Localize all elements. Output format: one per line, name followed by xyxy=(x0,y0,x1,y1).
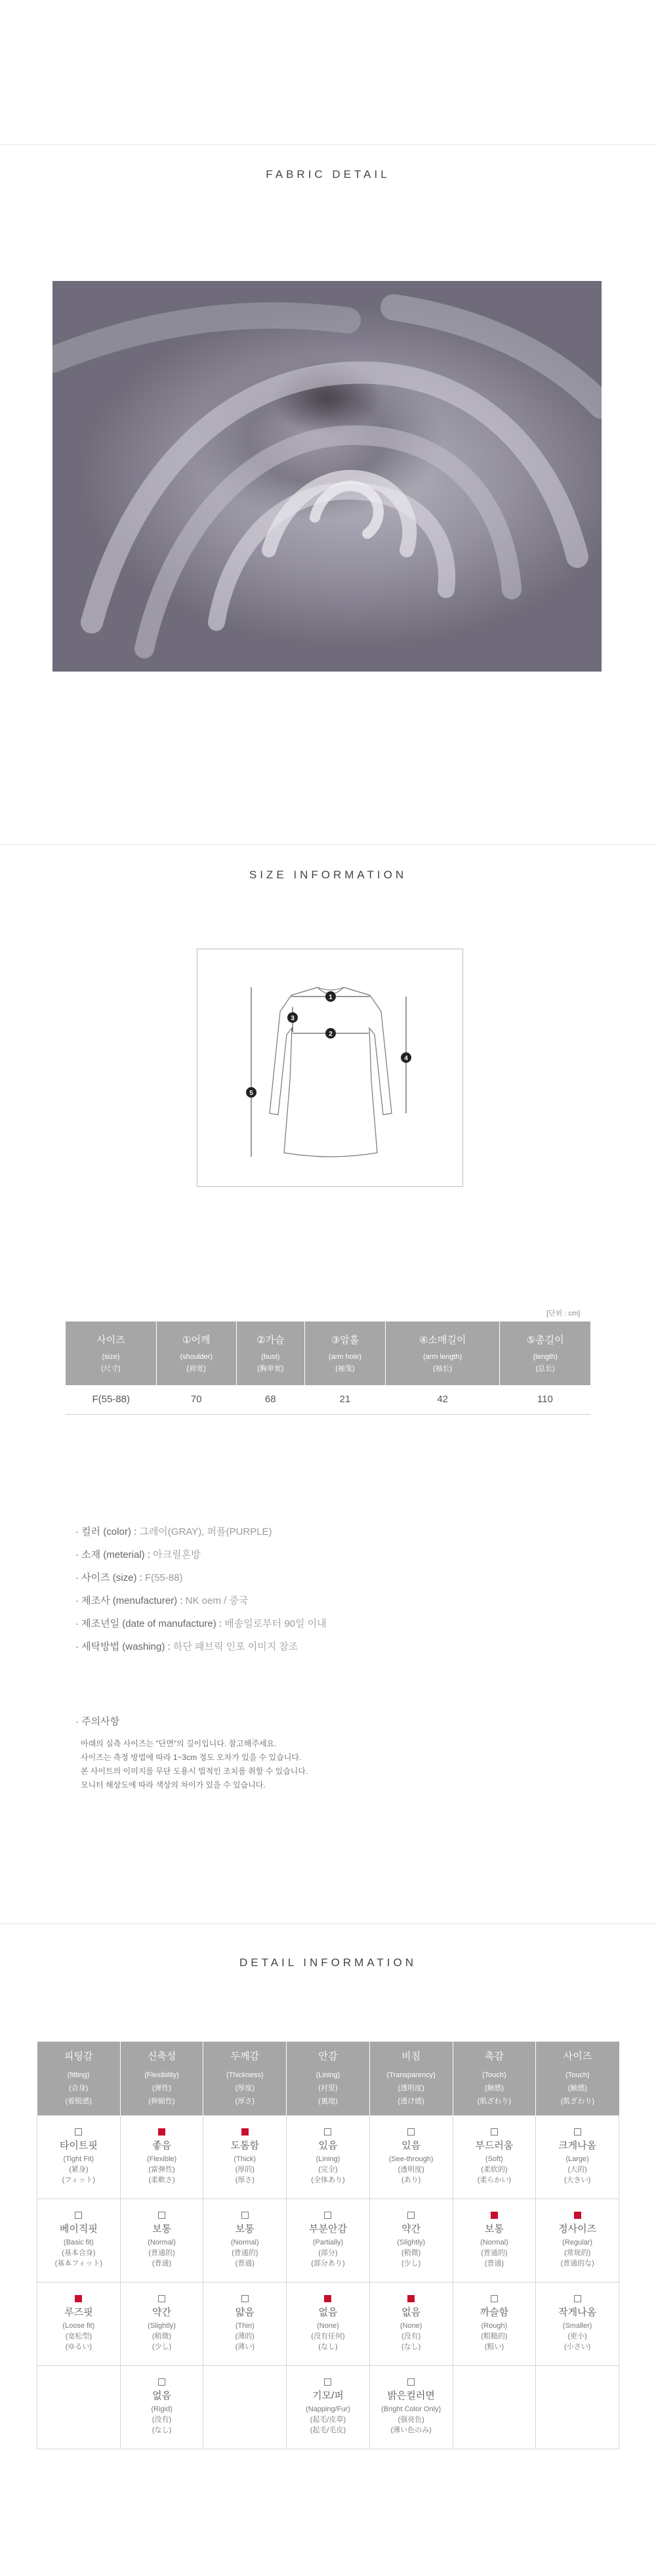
size-row xyxy=(66,1385,590,1414)
detail-option-en: (Normal) xyxy=(230,2239,259,2246)
detail-cell xyxy=(120,2199,203,2282)
unit-label: [단위 : cm] xyxy=(546,1310,581,1318)
detail-cell xyxy=(453,2199,536,2282)
detail-option-jp: (起毛/毛皮) xyxy=(310,2426,346,2434)
detail-option-cn: (没有) xyxy=(152,2416,172,2424)
checkbox-checked-icon xyxy=(324,2295,331,2302)
detail-header-cell xyxy=(287,2042,370,2115)
detail-option-en: (Lining) xyxy=(316,2155,340,2163)
detail-option-ko: 있음 xyxy=(401,2140,421,2151)
diagram-label-length: 5 xyxy=(249,1090,253,1097)
info-row xyxy=(75,1548,600,1571)
size-header-cn: (尺寸) xyxy=(101,1364,121,1373)
detail-header-jp: (肌ざわり) xyxy=(477,2097,512,2105)
detail-option-cn: (宽松型) xyxy=(65,2332,92,2340)
size-header-cell xyxy=(156,1321,236,1385)
checkbox-empty-icon xyxy=(75,2212,82,2219)
detail-option-cn: (稍微) xyxy=(152,2332,172,2340)
detail-option-cn: (没有) xyxy=(401,2332,421,2340)
size-diagram xyxy=(197,949,463,1187)
diagram-label-armhole: 3 xyxy=(291,1015,295,1022)
detail-option-jp: (普通) xyxy=(152,2260,172,2267)
detail-option-ko: 기모/퍼 xyxy=(312,2390,344,2401)
detail-option-en: (Tight Fit) xyxy=(63,2155,94,2163)
info-row xyxy=(75,1640,600,1663)
fabric-photo xyxy=(52,281,602,672)
detail-option-cn: (基本合身) xyxy=(62,2249,96,2257)
detail-header-ko: 비침 xyxy=(401,2050,421,2062)
size-cell: 42 xyxy=(386,1385,500,1414)
checkbox-checked-icon xyxy=(241,2128,249,2136)
checkbox-checked-icon xyxy=(407,2295,415,2302)
size-header-cn: (袖笼) xyxy=(335,1364,355,1373)
detail-cell xyxy=(453,2282,536,2365)
detail-option-en: (Basic fit) xyxy=(63,2239,94,2246)
detail-cell xyxy=(37,2199,121,2282)
detail-option-cn: (粗糙的) xyxy=(481,2332,508,2340)
detail-option-cn: (柔软的) xyxy=(481,2166,508,2174)
checkbox-empty-icon xyxy=(491,2128,498,2136)
checkbox-checked-icon xyxy=(75,2295,82,2302)
detail-option-jp: (大きい) xyxy=(564,2176,591,2184)
checkbox-empty-icon xyxy=(324,2212,331,2219)
detail-cell xyxy=(203,2199,287,2282)
info-row xyxy=(75,1571,600,1594)
detail-header-cn: (合身) xyxy=(68,2084,89,2092)
checkbox-empty-icon xyxy=(574,2295,581,2302)
detail-option-en: (Partially) xyxy=(312,2239,344,2246)
info-label: · 사이즈 (size) : xyxy=(75,1572,142,1583)
detail-option-ko: 베이직핏 xyxy=(59,2223,98,2235)
notice-block xyxy=(75,1714,308,1792)
detail-option-jp: (なし) xyxy=(318,2343,338,2351)
size-header-cn: (袖长) xyxy=(432,1364,453,1373)
detail-option-jp: (普通) xyxy=(235,2260,255,2267)
detail-cell xyxy=(536,2365,619,2449)
checkbox-checked-icon xyxy=(574,2212,581,2219)
info-row xyxy=(75,1594,600,1617)
size-header-cn: (总长) xyxy=(535,1364,555,1373)
detail-option-en: (None) xyxy=(400,2322,422,2330)
detail-option-cn: (常规的) xyxy=(564,2249,591,2257)
detail-header-en: (Transparency) xyxy=(386,2071,436,2079)
detail-option-ko: 보통 xyxy=(484,2223,504,2235)
detail-option-en: (Normal) xyxy=(148,2239,176,2246)
section-divider xyxy=(0,844,656,845)
detail-option-en: (Slightly) xyxy=(148,2322,176,2330)
detail-cell xyxy=(37,2115,121,2199)
detail-option-jp: (基本フィット) xyxy=(54,2260,103,2267)
detail-cell xyxy=(287,2115,370,2199)
detail-option-en: (Napping/Fur) xyxy=(306,2405,350,2413)
size-header-en: (shoulder) xyxy=(180,1352,213,1361)
detail-option-cn: (富弹性) xyxy=(148,2166,175,2174)
detail-option-cn: (稍微) xyxy=(401,2249,421,2257)
detail-option-jp: (厚さ) xyxy=(235,2176,255,2184)
detail-option-jp: (普通) xyxy=(484,2260,504,2267)
size-header-ko: ⑤총길이 xyxy=(526,1334,564,1346)
detail-header-jp: (着脱感) xyxy=(65,2097,92,2105)
detail-header-cn: (弹性) xyxy=(152,2084,172,2092)
detail-cell xyxy=(37,2282,121,2365)
detail-header-en: (fitting) xyxy=(67,2071,90,2079)
checkbox-empty-icon xyxy=(158,2212,165,2219)
size-cell: 70 xyxy=(156,1385,236,1414)
size-header-ko: ③암홀 xyxy=(331,1334,359,1346)
checkbox-checked-icon xyxy=(491,2212,498,2219)
size-header-cn: (胸单宽) xyxy=(257,1364,284,1373)
size-header-cell xyxy=(500,1321,590,1385)
detail-option-jp: (ゆるい) xyxy=(65,2343,92,2351)
detail-option-ko: 도톰함 xyxy=(230,2140,259,2151)
detail-cell xyxy=(369,2282,453,2365)
detail-option-jp: (あり) xyxy=(401,2176,421,2184)
detail-option-jp: (フィット) xyxy=(62,2176,96,2184)
detail-cell xyxy=(287,2199,370,2282)
detail-option-en: (Smaller) xyxy=(562,2322,592,2330)
detail-header-ko: 안감 xyxy=(318,2050,338,2062)
detail-option-ko: 좋음 xyxy=(152,2140,172,2151)
detail-header-cell xyxy=(369,2042,453,2115)
info-value: 배송일로부터 90일 이내 xyxy=(224,1618,327,1629)
detail-header-en: (Thickness) xyxy=(226,2071,264,2079)
detail-option-ko: 보통 xyxy=(235,2223,255,2235)
detail-option-ko: 없음 xyxy=(318,2307,338,2318)
size-header-en: (size) xyxy=(102,1352,120,1361)
detail-option-en: (Thick) xyxy=(234,2155,256,2163)
detail-option-cn: (普通的) xyxy=(148,2249,175,2257)
detail-cell xyxy=(203,2365,287,2449)
detail-option-en: (Loose fit) xyxy=(62,2322,95,2330)
detail-option-cn: (大的) xyxy=(567,2166,587,2174)
checkbox-empty-icon xyxy=(574,2128,581,2136)
detail-option-ko: 밝은컬러면 xyxy=(387,2390,435,2401)
size-header-ko: ②가슴 xyxy=(256,1334,285,1346)
detail-header-ko: 촉감 xyxy=(484,2050,504,2062)
detail-option-cn: (厚的) xyxy=(235,2166,255,2174)
checkbox-empty-icon xyxy=(491,2295,498,2302)
detail-option-en: (Rigid) xyxy=(151,2405,173,2413)
fabric-detail-title: FABRIC DETAIL xyxy=(266,168,390,181)
detail-cell xyxy=(536,2282,619,2365)
size-header-cell xyxy=(305,1321,386,1385)
detail-option-en: (Rough) xyxy=(481,2322,508,2330)
detail-option-jp: (薄い) xyxy=(235,2343,255,2351)
detail-option-ko: 얇음 xyxy=(235,2307,255,2318)
info-label: · 소재 (meterial) : xyxy=(75,1549,150,1560)
detail-option-ko: 있음 xyxy=(318,2140,338,2151)
detail-header-cn: (厚度) xyxy=(235,2084,255,2092)
size-table xyxy=(66,1321,590,1415)
size-header-cell xyxy=(66,1321,156,1385)
size-header-cell xyxy=(386,1321,500,1385)
checkbox-empty-icon xyxy=(241,2295,249,2302)
size-cell: F(55-88) xyxy=(66,1385,156,1414)
detail-option-cn: (完全) xyxy=(318,2166,338,2174)
checkbox-empty-icon xyxy=(407,2128,415,2136)
detail-option-en: (Bright Color Only) xyxy=(381,2405,441,2413)
detail-option-cn: (部分) xyxy=(318,2249,338,2257)
diagram-label-bust: 2 xyxy=(329,1031,333,1038)
detail-header-en: (Flexibility) xyxy=(144,2071,179,2079)
detail-option-ko: 부드러움 xyxy=(475,2140,514,2151)
detail-option-ko: 약간 xyxy=(152,2307,172,2318)
detail-cell xyxy=(203,2282,287,2365)
detail-option-ko: 약간 xyxy=(401,2223,421,2235)
detail-option-cn: (起毛/皮草) xyxy=(310,2416,346,2424)
notice-line: 모니터 해상도에 따라 색상의 차이가 있을 수 있습니다. xyxy=(81,1780,266,1790)
info-label: · 제조년일 (date of manufacture) : xyxy=(75,1618,222,1629)
detail-option-en: (See-through) xyxy=(388,2155,434,2163)
detail-option-jp: (粗い) xyxy=(484,2343,504,2351)
detail-option-cn: (薄的) xyxy=(235,2332,255,2340)
detail-option-en: (Flexible) xyxy=(146,2155,177,2163)
info-value: 그레이(GRAY), 퍼플(PURPLE) xyxy=(139,1526,272,1537)
size-cell: 68 xyxy=(236,1385,305,1414)
detail-header-cn: (透明度) xyxy=(398,2084,424,2092)
detail-header-cn: (触感) xyxy=(567,2084,588,2092)
detail-header-jp: (透け感) xyxy=(398,2097,424,2105)
detail-table xyxy=(37,2042,619,2449)
size-header-en: (arm hole) xyxy=(328,1352,362,1361)
detail-header-ko: 피팅감 xyxy=(64,2050,93,2062)
detail-option-jp: (なし) xyxy=(152,2426,172,2434)
detail-cell xyxy=(453,2115,536,2199)
detail-header-cell xyxy=(536,2042,619,2115)
detail-option-en: (Soft) xyxy=(485,2155,503,2163)
detail-option-jp: (部分あり) xyxy=(311,2260,345,2267)
detail-header-jp: (肌ざわり) xyxy=(560,2097,595,2105)
detail-cell xyxy=(120,2365,203,2449)
detail-header-cn: (衬里) xyxy=(318,2084,338,2092)
size-header-ko: 사이즈 xyxy=(96,1334,125,1346)
detail-cell xyxy=(203,2115,287,2199)
checkbox-checked-icon xyxy=(158,2128,165,2136)
detail-option-en: (Slightly) xyxy=(397,2239,426,2246)
detail-header-cell xyxy=(37,2042,121,2115)
checkbox-empty-icon xyxy=(241,2212,249,2219)
detail-option-jp: (全体あり) xyxy=(311,2176,345,2184)
detail-cell xyxy=(287,2282,370,2365)
notice-line: 아래의 실측 사이즈는 "단면"의 길이입니다. 참고해주세요. xyxy=(81,1739,277,1748)
detail-header-cell xyxy=(453,2042,536,2115)
detail-cell xyxy=(536,2115,619,2199)
info-row xyxy=(75,1525,600,1548)
detail-option-jp: (柔軟さ) xyxy=(148,2176,175,2184)
detail-option-ko: 작게나옴 xyxy=(558,2307,597,2318)
detail-option-cn: (透明度) xyxy=(398,2166,424,2174)
info-label: · 컬러 (color) : xyxy=(75,1526,137,1537)
size-header-ko: ④소매길이 xyxy=(419,1334,466,1346)
detail-option-jp: (小さい) xyxy=(564,2343,591,2351)
size-header-en: (length) xyxy=(533,1352,558,1361)
checkbox-empty-icon xyxy=(407,2378,415,2386)
detail-option-cn: (强亮色) xyxy=(398,2416,424,2424)
detail-header-jp: (伸縮性) xyxy=(148,2097,175,2105)
detail-information-title: DETAIL INFORMATION xyxy=(239,1956,417,1969)
size-header-en: (arm length) xyxy=(423,1352,462,1361)
detail-option-cn: (没有任何) xyxy=(311,2332,345,2340)
detail-option-en: (None) xyxy=(317,2322,339,2330)
detail-option-jp: (薄い色のみ) xyxy=(390,2426,432,2434)
detail-cell xyxy=(37,2365,121,2449)
detail-option-ko: 없음 xyxy=(401,2307,421,2318)
checkbox-empty-icon xyxy=(158,2378,165,2386)
size-header-en: (bust) xyxy=(261,1352,280,1361)
detail-header-en: (Touch) xyxy=(565,2071,590,2079)
detail-cell xyxy=(120,2115,203,2199)
info-value: F(55-88) xyxy=(144,1572,183,1583)
size-header-ko: ①어깨 xyxy=(182,1334,211,1346)
detail-option-ko: 크게나옴 xyxy=(558,2140,597,2151)
detail-option-jp: (少し) xyxy=(152,2343,172,2351)
diagram-label-shoulder: 1 xyxy=(329,994,333,1001)
detail-option-ko: 타이트핏 xyxy=(59,2140,98,2151)
checkbox-empty-icon xyxy=(158,2295,165,2302)
info-value: NK oem / 중국 xyxy=(185,1595,249,1606)
detail-header-ko: 신축성 xyxy=(147,2050,176,2062)
size-cell: 110 xyxy=(500,1385,590,1414)
detail-header-en: (Touch) xyxy=(482,2071,506,2079)
checkbox-empty-icon xyxy=(324,2128,331,2136)
detail-row xyxy=(37,2199,619,2282)
detail-option-ko: 없음 xyxy=(152,2390,172,2401)
detail-option-en: (Thin) xyxy=(235,2322,255,2330)
detail-option-en: (Normal) xyxy=(480,2239,508,2246)
detail-option-ko: 까슬함 xyxy=(480,2307,509,2318)
checkbox-empty-icon xyxy=(324,2378,331,2386)
notice-heading: · 주의사항 xyxy=(75,1716,120,1727)
diagram-label-arm-length: 4 xyxy=(404,1055,408,1062)
detail-option-jp: (柔らかい) xyxy=(477,2176,512,2184)
detail-row xyxy=(37,2365,619,2449)
checkbox-empty-icon xyxy=(407,2212,415,2219)
detail-option-jp: (なし) xyxy=(401,2343,421,2351)
detail-cell xyxy=(369,2365,453,2449)
detail-cell xyxy=(536,2199,619,2282)
detail-option-en: (Large) xyxy=(565,2155,589,2163)
detail-header-jp: (厚さ) xyxy=(235,2097,255,2105)
detail-option-jp: (普通的な) xyxy=(560,2260,594,2267)
section-divider-2 xyxy=(0,1923,656,1924)
detail-option-ko: 정사이즈 xyxy=(558,2223,597,2235)
detail-header-ko: 두께감 xyxy=(230,2050,259,2062)
checkbox-empty-icon xyxy=(75,2128,82,2136)
detail-header-cell xyxy=(120,2042,203,2115)
detail-cell xyxy=(287,2365,370,2449)
detail-cell xyxy=(453,2365,536,2449)
detail-option-cn: (紧身) xyxy=(69,2166,89,2174)
size-header-cn: (肩宽) xyxy=(186,1364,206,1373)
detail-header-ko: 사이즈 xyxy=(563,2050,592,2062)
detail-header-jp: (裏地) xyxy=(318,2097,338,2105)
notice-line: 본 사이트의 이미지를 무단 도용시 법적인 조치를 취할 수 있습니다. xyxy=(81,1767,308,1776)
detail-cell xyxy=(120,2282,203,2365)
info-label: · 세탁방법 (washing) : xyxy=(75,1641,171,1652)
size-information-title: SIZE INFORMATION xyxy=(249,869,407,881)
product-info xyxy=(75,1525,600,1663)
top-divider xyxy=(0,144,656,145)
detail-header-cn: (触感) xyxy=(484,2084,504,2092)
info-value: 하단 패브릭 인포 이미지 참조 xyxy=(173,1641,298,1652)
detail-header-en: (Lining) xyxy=(316,2071,340,2079)
detail-option-cn: (普通的) xyxy=(481,2249,508,2257)
info-label: · 제조사 (menufacturer) : xyxy=(75,1595,183,1606)
detail-option-jp: (少し) xyxy=(401,2260,421,2267)
detail-option-ko: 부분안감 xyxy=(308,2223,347,2235)
detail-option-cn: (更小) xyxy=(567,2332,587,2340)
detail-row xyxy=(37,2115,619,2199)
detail-row xyxy=(37,2282,619,2365)
notice-line: 사이즈는 측정 방법에 따라 1~3cm 정도 오차가 있을 수 있습니다. xyxy=(81,1753,302,1762)
detail-cell xyxy=(369,2115,453,2199)
info-row xyxy=(75,1617,600,1640)
detail-header-cell xyxy=(203,2042,287,2115)
info-value: 아크릴혼방 xyxy=(153,1549,201,1560)
detail-cell xyxy=(369,2199,453,2282)
size-cell: 21 xyxy=(305,1385,386,1414)
size-header-cell xyxy=(236,1321,305,1385)
detail-option-en: (Regular) xyxy=(562,2239,593,2246)
detail-option-ko: 보통 xyxy=(152,2223,172,2235)
detail-option-ko: 루즈핏 xyxy=(64,2307,93,2318)
detail-option-cn: (普通的) xyxy=(232,2249,258,2257)
